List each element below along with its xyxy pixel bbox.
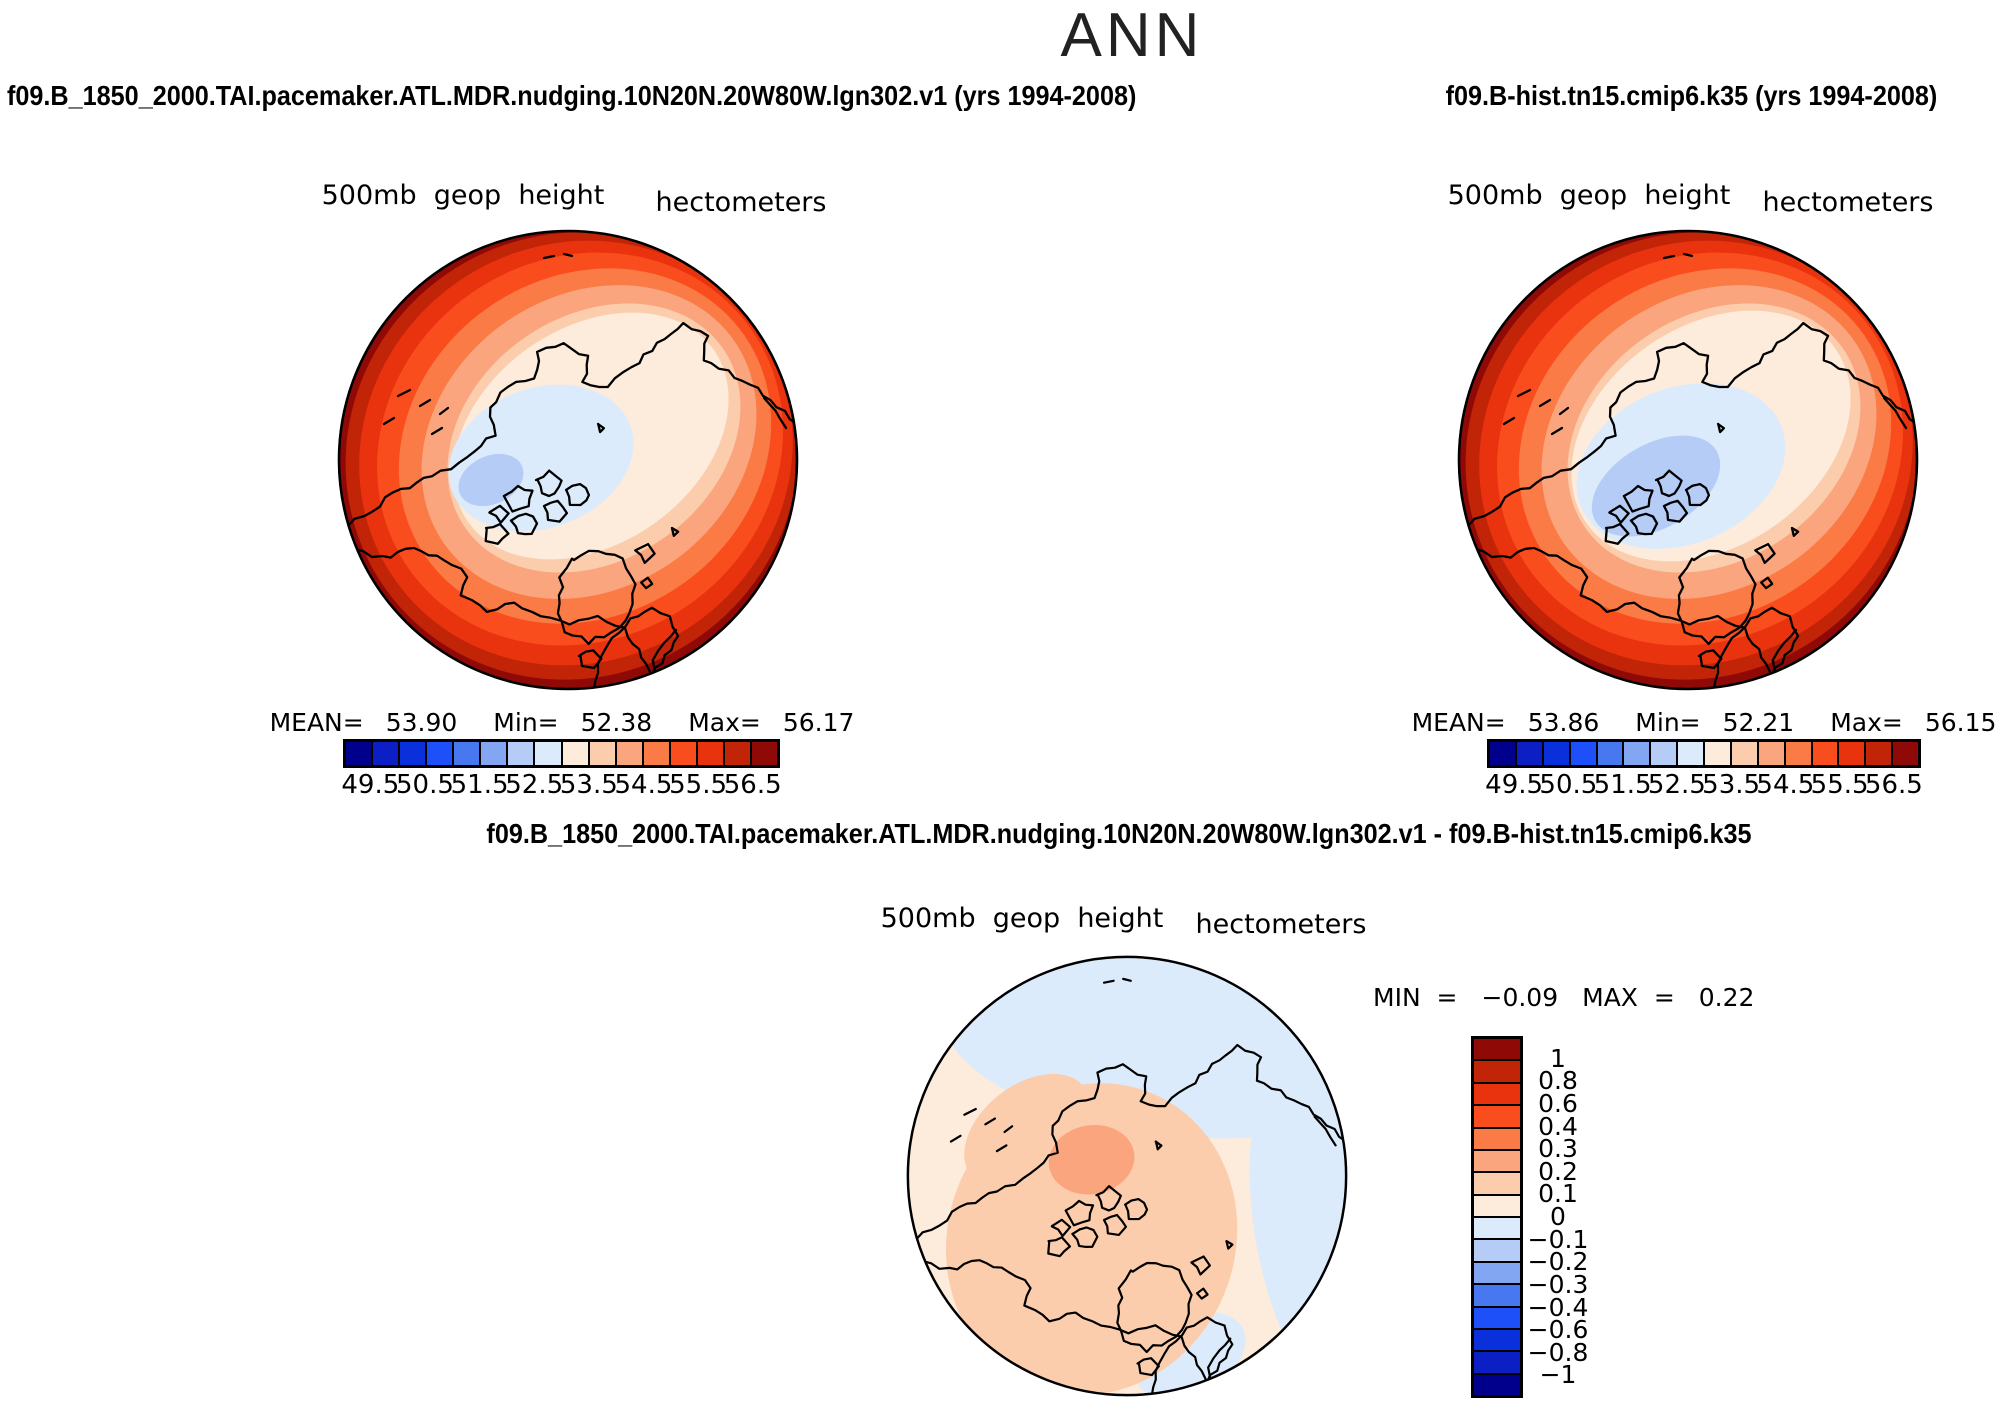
stat-value: 53.90 bbox=[385, 708, 458, 737]
colorbar-tick-label: 50.5 bbox=[1539, 770, 1598, 800]
colorbar-cell bbox=[750, 742, 777, 765]
difference-title: f09.B_1850_2000.TAI.pacemaker.ATL.MDR.nudging.10N20N.20W80W.lgn302.v1 - f09.B-hist.tn15.cmip6.k35 bbox=[486, 818, 1752, 849]
colorbar-tick-label: 52.5 bbox=[505, 770, 564, 800]
diff-colorbar bbox=[1471, 1036, 1523, 1398]
colorbar-tick-label: −0.2 bbox=[1527, 1247, 1589, 1277]
polar-map-difference bbox=[905, 954, 1349, 1398]
colorbar-tick-label: 52.5 bbox=[1647, 770, 1706, 800]
colorbar-tick-label: 50.5 bbox=[395, 770, 454, 800]
colorbar-cell bbox=[1474, 1127, 1520, 1149]
colorbar-cell bbox=[452, 742, 479, 765]
colorbar-cell bbox=[1474, 1171, 1520, 1193]
stat-label: MEAN= bbox=[269, 708, 364, 737]
season-title: ANN bbox=[1060, 1, 1204, 70]
polar-map-left bbox=[336, 228, 800, 692]
right-colorbar bbox=[1487, 739, 1921, 768]
left-colorbar bbox=[343, 739, 780, 768]
colorbar-cell bbox=[588, 742, 615, 765]
polar-map-right bbox=[1456, 228, 1920, 692]
colorbar-cell bbox=[506, 742, 533, 765]
colorbar-cell bbox=[533, 742, 560, 765]
colorbar-cell bbox=[1730, 742, 1757, 765]
colorbar-tick-label: −0.3 bbox=[1527, 1269, 1589, 1299]
colorbar-cell bbox=[1474, 1328, 1520, 1350]
colorbar-cell bbox=[1474, 1149, 1520, 1171]
stat-value: 56.17 bbox=[782, 708, 855, 737]
colorbar-cell bbox=[1515, 742, 1542, 765]
colorbar-cell bbox=[1864, 742, 1891, 765]
colorbar-cell bbox=[1474, 1059, 1520, 1081]
colorbar-tick-label: −1 bbox=[1539, 1360, 1577, 1390]
stat-value: 53.86 bbox=[1527, 708, 1600, 737]
right-colorbar-ticks bbox=[1487, 770, 1921, 802]
colorbar-tick-label: 51.5 bbox=[1593, 770, 1652, 800]
stat-pair bbox=[1635, 708, 1794, 737]
colorbar-tick-label: 0.8 bbox=[1538, 1066, 1578, 1096]
diff-minmax-row bbox=[1373, 983, 1754, 1012]
colorbar-cell bbox=[371, 742, 398, 765]
colorbar-cell bbox=[642, 742, 669, 765]
stat-value: 52.21 bbox=[1722, 708, 1795, 737]
colorbar-tick-label: 54.5 bbox=[614, 770, 673, 800]
colorbar-tick-label: 51.5 bbox=[450, 770, 509, 800]
diff-units-label: hectometers bbox=[1195, 909, 1367, 940]
colorbar-tick-label: −0.1 bbox=[1527, 1224, 1589, 1254]
colorbar-tick-label: 0.6 bbox=[1538, 1088, 1578, 1118]
colorbar-tick-label: 55.5 bbox=[1810, 770, 1869, 800]
right-stats-row bbox=[1412, 708, 1996, 737]
stat-pair bbox=[270, 708, 458, 737]
colorbar-tick-label: 0.3 bbox=[1538, 1134, 1578, 1164]
colorbar-cell bbox=[1474, 1261, 1520, 1283]
diff-field-label: 500mb geop height bbox=[880, 903, 1164, 934]
colorbar-tick-label: −0.4 bbox=[1527, 1292, 1589, 1322]
colorbar-cell bbox=[1474, 1238, 1520, 1260]
stat-pair bbox=[1412, 708, 1600, 737]
contour-fill-group bbox=[258, 144, 887, 769]
right-field-label: 500mb geop height bbox=[1447, 180, 1731, 211]
minmax-label: MIN = bbox=[1373, 983, 1458, 1012]
colorbar-cell bbox=[1474, 1082, 1520, 1104]
colorbar-cell bbox=[1474, 1216, 1520, 1238]
colorbar-cell bbox=[1474, 1283, 1520, 1305]
minmax-value: −0.09 bbox=[1481, 983, 1559, 1012]
left-units-label: hectometers bbox=[655, 187, 827, 218]
colorbar-cell bbox=[425, 742, 452, 765]
stat-pair bbox=[493, 708, 652, 737]
colorbar-cell bbox=[1811, 742, 1838, 765]
minmax-value: 0.22 bbox=[1698, 983, 1755, 1012]
colorbar-cell bbox=[615, 742, 642, 765]
colorbar-cell bbox=[1542, 742, 1569, 765]
stat-label: Max= bbox=[688, 708, 761, 737]
stat-label: Max= bbox=[1830, 708, 1903, 737]
stat-value: 52.38 bbox=[580, 708, 653, 737]
colorbar-cell bbox=[1622, 742, 1649, 765]
diff-colorbar-labels bbox=[1526, 1036, 1590, 1398]
minmax-label: MAX = bbox=[1582, 983, 1675, 1012]
colorbar-cell bbox=[696, 742, 723, 765]
colorbar-tick-label: 56.5 bbox=[723, 770, 782, 800]
colorbar-tick-label: 54.5 bbox=[1756, 770, 1815, 800]
colorbar-cell bbox=[1474, 1194, 1520, 1216]
colorbar-tick-label: 49.5 bbox=[341, 770, 400, 800]
colorbar-cell bbox=[1676, 742, 1703, 765]
colorbar-tick-label: 0 bbox=[1550, 1201, 1566, 1231]
colorbar-tick-label: 1 bbox=[1550, 1043, 1566, 1073]
colorbar-cell bbox=[561, 742, 588, 765]
contour-fill-group bbox=[1378, 144, 1996, 769]
colorbar-cell bbox=[1490, 742, 1515, 765]
left-colorbar-ticks bbox=[343, 770, 780, 802]
colorbar-cell bbox=[346, 742, 371, 765]
colorbar-cell bbox=[1784, 742, 1811, 765]
colorbar-cell bbox=[1649, 742, 1676, 765]
colorbar-cell bbox=[1474, 1306, 1520, 1328]
colorbar-tick-label: 0.1 bbox=[1538, 1179, 1578, 1209]
colorbar-cell bbox=[398, 742, 425, 765]
colorbar-tick-label: 53.5 bbox=[1702, 770, 1761, 800]
colorbar-tick-label: 55.5 bbox=[669, 770, 728, 800]
stat-label: MEAN= bbox=[1411, 708, 1506, 737]
colorbar-tick-label: 0.2 bbox=[1538, 1156, 1578, 1186]
colorbar-tick-label: 0.4 bbox=[1538, 1111, 1578, 1141]
colorbar-cell bbox=[1474, 1373, 1520, 1395]
colorbar-cell bbox=[1474, 1350, 1520, 1372]
colorbar-tick-label: −0.6 bbox=[1527, 1315, 1589, 1345]
colorbar-tick-label: −0.8 bbox=[1527, 1337, 1589, 1367]
right-case-title: f09.B-hist.tn15.cmip6.k35 (yrs 1994-2008) bbox=[1445, 80, 1937, 111]
colorbar-cell bbox=[1596, 742, 1623, 765]
left-field-label: 500mb geop height bbox=[321, 180, 605, 211]
colorbar-cell bbox=[1569, 742, 1596, 765]
colorbar-cell bbox=[479, 742, 506, 765]
colorbar-cell bbox=[723, 742, 750, 765]
stat-value: 56.15 bbox=[1924, 708, 1996, 737]
colorbar-tick-label: 56.5 bbox=[1864, 770, 1923, 800]
colorbar-cell bbox=[1837, 742, 1864, 765]
right-units-label: hectometers bbox=[1762, 187, 1934, 218]
stat-label: Min= bbox=[1635, 708, 1701, 737]
colorbar-cell bbox=[1474, 1104, 1520, 1126]
left-case-title: f09.B_1850_2000.TAI.pacemaker.ATL.MDR.nudging.10N20N.20W80W.lgn302.v1 (yrs 1994-2008) bbox=[7, 80, 1137, 111]
colorbar-tick-label: 49.5 bbox=[1485, 770, 1544, 800]
stat-label: Min= bbox=[493, 708, 559, 737]
colorbar-cell bbox=[1891, 742, 1918, 765]
left-stats-row bbox=[270, 708, 855, 737]
colorbar-cell bbox=[1474, 1039, 1520, 1059]
colorbar-cell bbox=[1703, 742, 1730, 765]
colorbar-tick-label: 53.5 bbox=[559, 770, 618, 800]
stat-pair bbox=[1830, 708, 1996, 737]
colorbar-cell bbox=[1757, 742, 1784, 765]
colorbar-cell bbox=[669, 742, 696, 765]
stat-pair bbox=[688, 708, 854, 737]
